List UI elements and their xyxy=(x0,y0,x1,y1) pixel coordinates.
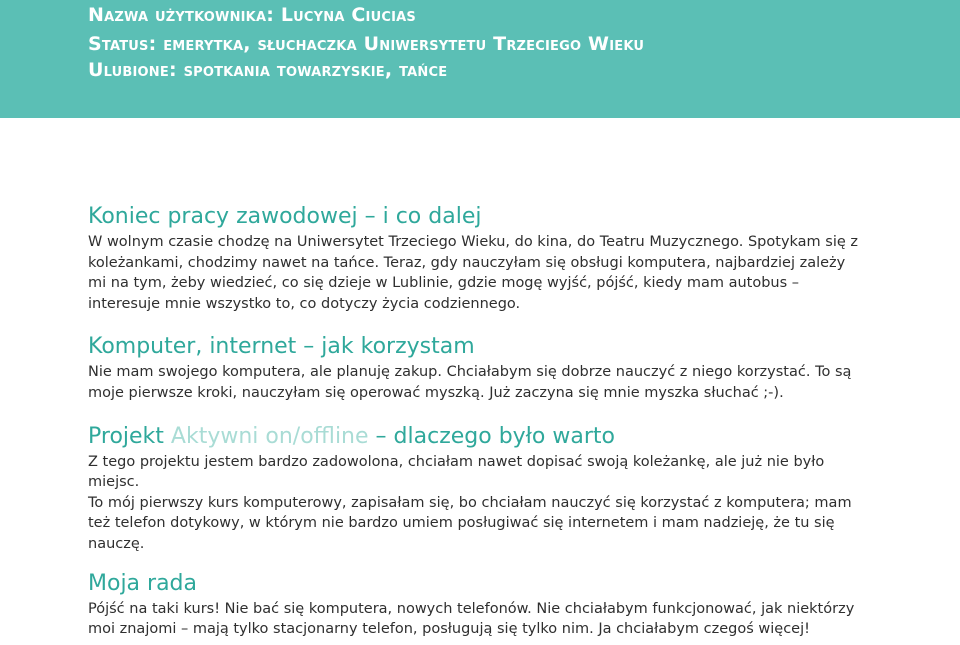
article-body xyxy=(88,202,858,640)
section-title-project xyxy=(88,422,858,452)
section-title-computer: Komputer, internet – jak korzystam xyxy=(88,334,475,360)
section-title-advice: Moja rada xyxy=(88,570,198,596)
favorites-line: Ulubione: spotkania towarzyskie, tańce xyxy=(88,59,448,81)
username-line: Nazwa użytkownika: Lucyna Ciucias xyxy=(88,4,416,26)
section-text-advice: Pójść na taki kurs! Nie bać się komputera, nowych telefonów. Nie chciałabym funkcjonować, jak niektórzy moi znajomi – mają tylko stacjonarny telefon, posługują się tylko nim. Ja chciałabym czegoś więcej! xyxy=(88,600,855,638)
header-banner xyxy=(0,0,960,118)
section-title-retirement: Koniec pracy zawodowej – i co dalej xyxy=(88,204,482,229)
project-name: Aktywni on/offline xyxy=(170,423,369,449)
section-text-retirement: W wolnym czasie chodzę na Uniwersytet Trzeciego Wieku, do kina, do Teatru Muzycznego. Spotykam się z koleżankami, chodzimy nawet na tańce. Teraz, gdy nauczyłam się obsługi komputera, najbardziej zależy mi na tym, żeby wiedzieć, co się dzieje w Lublinie, gdzie mogę wyjść, pójść, kiedy mam autobus – interesuje mnie wszystko to, co dotyczy życia codziennego. xyxy=(88,234,859,312)
status-line: Status: emerytka, słuchaczka Uniwersytetu Trzeciego Wieku xyxy=(88,33,645,55)
section-text-computer: Nie mam swojego komputera, ale planuję zakup. Chciałabym się dobrze nauczyć z niego korzystać. To są moje pierwsze kroki, nauczyłam się operować myszką. Już zaczyna się mnie myszka słuchać ;-). xyxy=(88,364,852,401)
title-suffix: – dlaczego było warto xyxy=(368,423,615,449)
section-text-project-2: To mój pierwszy kurs komputerowy, zapisałam się, bo chciałam nauczyć się korzystać z komputera; mam też telefon dotykowy, w którym nie bardzo umiem posługiwać się internetem i mam nadzieję, że tu się nauczę. xyxy=(88,494,852,552)
section-text-project-1: Z tego projektu jestem bardzo zadowolona, chciałam nawet dopisać swoją koleżankę, ale już nie było miejsc. xyxy=(88,453,825,491)
title-prefix: Projekt xyxy=(88,423,171,449)
